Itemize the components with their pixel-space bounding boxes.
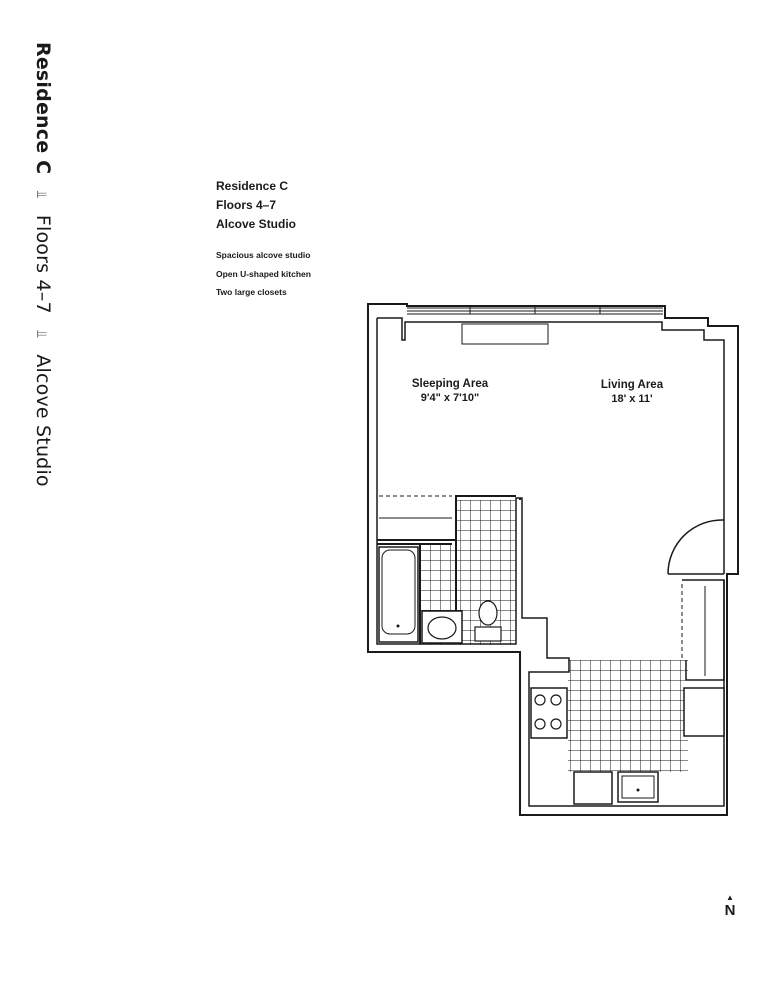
feature-item: Open U-shaped kitchen (216, 268, 311, 279)
title-unit-type: Alcove Studio (32, 354, 54, 487)
title-floors: Floors 4–7 (32, 214, 54, 314)
info-unit-type: Alcove Studio (216, 217, 297, 231)
room-label-sleeping: Sleeping Area (411, 378, 489, 390)
cooktop (531, 688, 567, 738)
hall-closet (682, 580, 724, 680)
radiator-unit (462, 324, 548, 344)
separator-icon: ⫫ (33, 190, 49, 199)
info-floors: Floors 4–7 (216, 198, 277, 212)
bathroom-sink (422, 611, 462, 643)
feature-item: Spacious alcove studio (216, 250, 311, 260)
kitchen-tile-floor (568, 660, 688, 772)
dishwasher (574, 772, 612, 804)
compass (720, 893, 740, 920)
feature-item: Two large closets (216, 287, 287, 297)
room-dim-living: 18' x 11' (611, 393, 653, 405)
north-arrow-icon: ▲ (726, 893, 734, 902)
separator-icon: ⫫ (33, 329, 49, 339)
info-residence: Residence C (216, 179, 289, 193)
room-label-living: Living Area (600, 379, 664, 391)
north-label: N (724, 902, 736, 919)
room-dim-sleeping: 9'4" x 7'10" (420, 392, 480, 404)
entry-door (668, 520, 724, 574)
title-residence: Residence C (32, 42, 54, 175)
bathtub (379, 547, 418, 642)
refrigerator (684, 688, 724, 736)
